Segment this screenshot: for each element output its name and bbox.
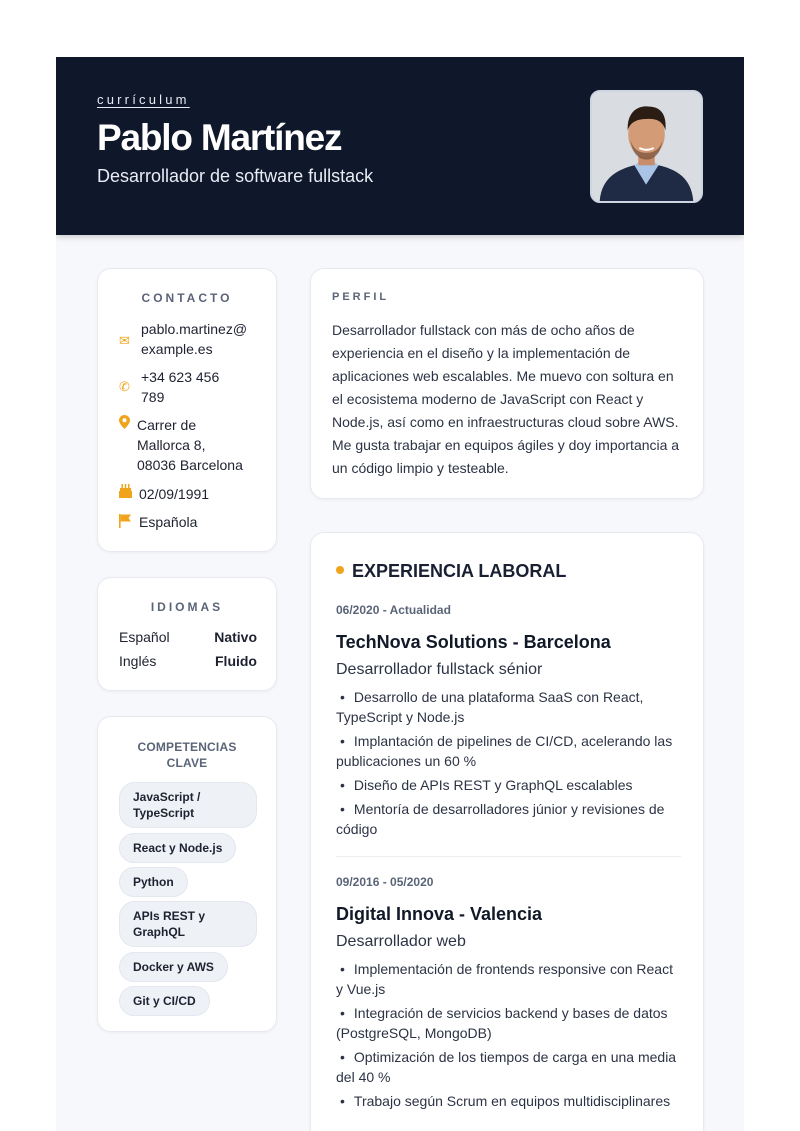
contact-birthdate-text: 02/09/1991 bbox=[139, 486, 210, 502]
job-dates: 09/2016 - 05/2020 bbox=[336, 875, 434, 889]
job-role: Desarrollador fullstack sénior bbox=[336, 661, 543, 678]
job-role: Desarrollador web bbox=[336, 933, 466, 950]
resume-page bbox=[56, 57, 744, 1131]
job-bullet: • Desarrollo de una plataforma SaaS con React, TypeScript y Node.js bbox=[336, 687, 681, 727]
language-name: Inglés bbox=[119, 653, 157, 669]
job-bullet: • Implementación de frontends responsive con React y Vue.js bbox=[336, 959, 681, 999]
envelope-icon: ✉ bbox=[119, 333, 130, 348]
job-bullet: • Diseño de APIs REST y GraphQL escalables bbox=[336, 775, 681, 795]
job-divider bbox=[336, 856, 681, 857]
profile-title: PERFIL bbox=[332, 291, 390, 303]
skill-chip: Python bbox=[119, 867, 188, 897]
experience-card bbox=[310, 532, 704, 1131]
job-entry bbox=[336, 603, 681, 843]
language-level: Nativo bbox=[214, 629, 257, 645]
job-dates: 06/2020 - Actualidad bbox=[336, 603, 451, 617]
candidate-name: Pablo Martínez bbox=[97, 117, 342, 158]
languages-card bbox=[97, 577, 277, 691]
flag-icon bbox=[119, 514, 131, 534]
job-bullet: • Trabajo según Scrum en equipos multidisciplinares bbox=[336, 1091, 681, 1111]
language-level: Fluido bbox=[215, 653, 257, 669]
resume-eyebrow: currículum bbox=[97, 92, 190, 107]
languages-title: IDIOMAS bbox=[150, 600, 224, 614]
contact-nationality-text: Española bbox=[139, 514, 198, 530]
job-bullets bbox=[336, 959, 681, 1111]
skill-chip: Git y CI/CD bbox=[119, 986, 210, 1016]
job-bullet: • Mentoría de desarrolladores júnior y revisiones de código bbox=[336, 799, 681, 839]
contact-email-line1: pablo.martinez@ bbox=[141, 321, 248, 337]
contact-phone[interactable] bbox=[119, 367, 219, 407]
skill-chip: APIs REST y GraphQL bbox=[119, 901, 257, 947]
phone-icon: ✆ bbox=[119, 379, 130, 394]
bullet-dot-icon bbox=[336, 566, 344, 574]
contact-nationality bbox=[119, 512, 197, 532]
resume-header bbox=[56, 57, 744, 235]
birthday-cake-icon bbox=[119, 484, 132, 504]
contact-title: CONTACTO bbox=[141, 291, 233, 305]
contact-email[interactable] bbox=[119, 319, 247, 359]
skill-chip: JavaScript / TypeScript bbox=[119, 782, 257, 828]
contact-address-line2: Mallorca 8, bbox=[137, 437, 206, 453]
job-bullet: • Integración de servicios backend y bases de datos (PostgreSQL, MongoDB) bbox=[336, 1003, 681, 1043]
experience-heading bbox=[336, 561, 566, 582]
skill-chip: React y Node.js bbox=[119, 833, 236, 863]
language-row bbox=[119, 653, 257, 669]
language-name: Español bbox=[119, 629, 170, 645]
job-bullet: • Optimización de los tiempos de carga en una media del 40 % bbox=[336, 1047, 681, 1087]
map-pin-icon bbox=[119, 415, 130, 435]
skills-title: COMPETENCIAS CLAVE bbox=[137, 740, 237, 770]
contact-phone-line1: +34 623 456 bbox=[141, 369, 220, 385]
contact-birthdate bbox=[119, 484, 209, 504]
profile-card bbox=[310, 268, 704, 499]
contact-phone-line2: 789 bbox=[141, 389, 165, 405]
portrait-illustration bbox=[592, 92, 701, 201]
job-bullet: • Implantación de pipelines de CI/CD, acelerando las publicaciones un 60 % bbox=[336, 731, 681, 771]
contact-address-line1: Carrer de bbox=[137, 417, 197, 433]
profile-summary: Desarrollador fullstack con más de ocho años de experiencia en el diseño y la implementación de aplicaciones web escalables. Me muevo con soltura en el ecosistema moderno de JavaScript con React y Node.js, así como en infraestructuras cloud sobre AWS. Me gusta trabajar en equipos ágiles y doy importancia a un código limpio y testeable. bbox=[332, 322, 680, 476]
skill-chip: Docker y AWS bbox=[119, 952, 228, 982]
job-bullets bbox=[336, 687, 681, 839]
job-company: Digital Innova - Valencia bbox=[336, 904, 543, 924]
candidate-title: Desarrollador de software fullstack bbox=[97, 166, 374, 186]
job-entry bbox=[336, 875, 681, 1115]
job-company: TechNova Solutions - Barcelona bbox=[336, 632, 611, 652]
contact-address bbox=[119, 415, 243, 475]
skills-card bbox=[97, 716, 277, 1032]
profile-photo bbox=[590, 90, 703, 203]
contact-email-line2: example.es bbox=[141, 341, 213, 357]
contact-address-line3: 08036 Barcelona bbox=[137, 457, 243, 473]
contact-card bbox=[97, 268, 277, 552]
language-row bbox=[119, 629, 257, 645]
experience-title: EXPERIENCIA LABORAL bbox=[352, 561, 567, 581]
